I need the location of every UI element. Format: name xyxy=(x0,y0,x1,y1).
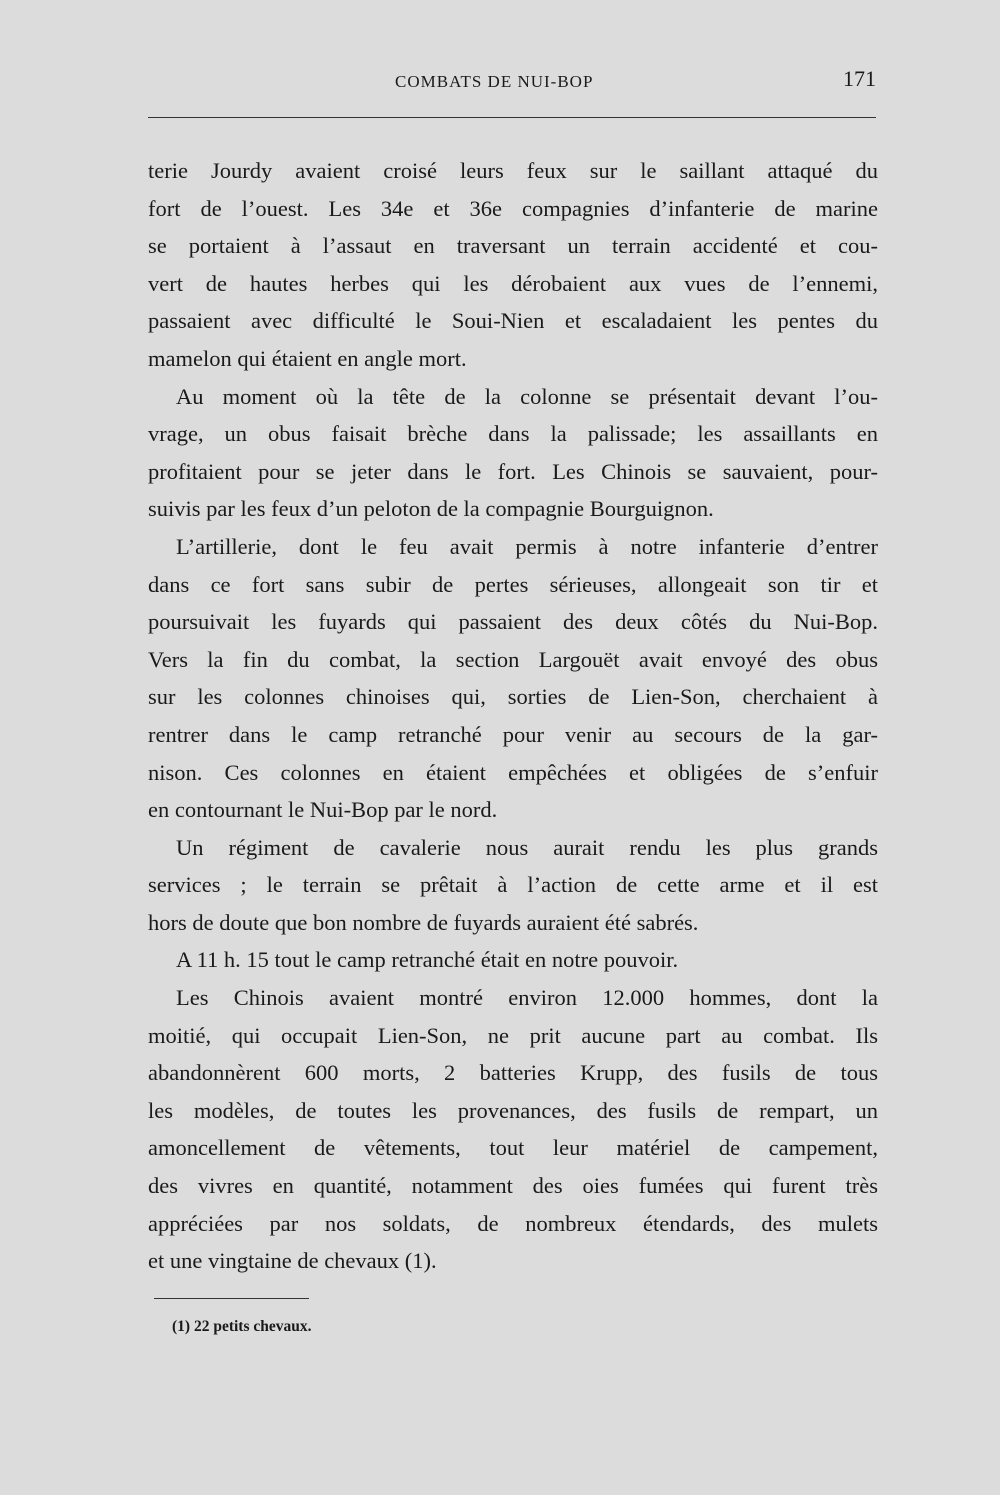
text-line: profitaient pour se jeter dans le fort. Les Chinois se sauvaient, pour- xyxy=(148,458,878,484)
text-line: fort de l’ouest. Les 34e et 36e compagnies d’infanterie de marine xyxy=(148,195,878,221)
text-line: passaient avec difficulté le Soui-Nien et escaladaient les pentes du xyxy=(148,308,878,334)
text-line: suivis par les feux d’un peloton de la compagnie Bourguignon. xyxy=(148,496,714,522)
text-line: poursuivait les fuyards qui passaient des deux côtés du Nui-Bop. xyxy=(148,609,878,635)
text-line: dans ce fort sans subir de pertes sérieuses, allongeait son tir et xyxy=(148,571,878,597)
text-line: A 11 h. 15 tout le camp retranché était en notre pouvoir. xyxy=(176,947,679,973)
footnote-rule xyxy=(154,1298,309,1299)
text-line: amoncellement de vêtements, tout leur matériel de campement, xyxy=(148,1135,878,1161)
text-line: et une vingtaine de chevaux (1). xyxy=(148,1248,437,1274)
text-line: terie Jourdy avaient croisé leurs feux sur le saillant attaqué du xyxy=(148,158,878,183)
text-line: Les Chinois avaient montré environ 12.000 hommes, dont la xyxy=(176,985,878,1011)
text-line: nison. Ces colonnes en étaient empêchées et obligées de s’enfuir xyxy=(148,759,878,785)
text-line: Au moment où la tête de la colonne se présentait devant l’ou- xyxy=(176,383,878,409)
text-line: vrage, un obus faisait brèche dans la palissade; les assaillants en xyxy=(148,421,878,447)
text-line: en contournant le Nui-Bop par le nord. xyxy=(148,797,498,823)
text-line: mamelon qui étaient en angle mort. xyxy=(148,345,467,371)
header-rule xyxy=(148,117,876,118)
text-line: des vivres en quantité, notamment des oies fumées qui furent très xyxy=(148,1173,878,1199)
text-line: moitié, qui occupait Lien-Son, ne prit aucune part au combat. Ils xyxy=(148,1022,878,1048)
text-line: les modèles, de toutes les provenances, des fusils de rempart, un xyxy=(148,1097,878,1123)
running-title: COMBATS DE NUI-BOP xyxy=(395,72,594,91)
text-line: services ; le terrain se prêtait à l’action de cette arme et il est xyxy=(148,872,878,898)
text-line: hors de doute que bon nombre de fuyards auraient été sabrés. xyxy=(148,909,699,935)
page-header xyxy=(148,66,876,96)
page-number: 171 xyxy=(843,66,876,91)
text-line: Un régiment de cavalerie nous aurait rendu les plus grands xyxy=(176,834,878,860)
text-line: vert de hautes herbes qui les dérobaient aux vues de l’ennemi, xyxy=(148,270,878,296)
text-line: se portaient à l’assaut en traversant un terrain accidenté et cou- xyxy=(148,233,878,259)
text-line: appréciées par nos soldats, de nombreux étendards, des mulets xyxy=(148,1210,878,1236)
footnote: (1) 22 petits chevaux. xyxy=(172,1318,312,1335)
text-line: abandonnèrent 600 morts, 2 batteries Krupp, des fusils de tous xyxy=(148,1060,878,1086)
text-line: L’artillerie, dont le feu avait permis à notre infanterie d’entrer xyxy=(176,533,878,559)
text-line: Vers la fin du combat, la section Largouët avait envoyé des obus xyxy=(148,646,878,672)
body-text xyxy=(148,152,878,1280)
text-line: sur les colonnes chinoises qui, sorties de Lien-Son, cherchaient à xyxy=(148,684,878,710)
text-line: rentrer dans le camp retranché pour venir au secours de la gar- xyxy=(148,721,878,747)
